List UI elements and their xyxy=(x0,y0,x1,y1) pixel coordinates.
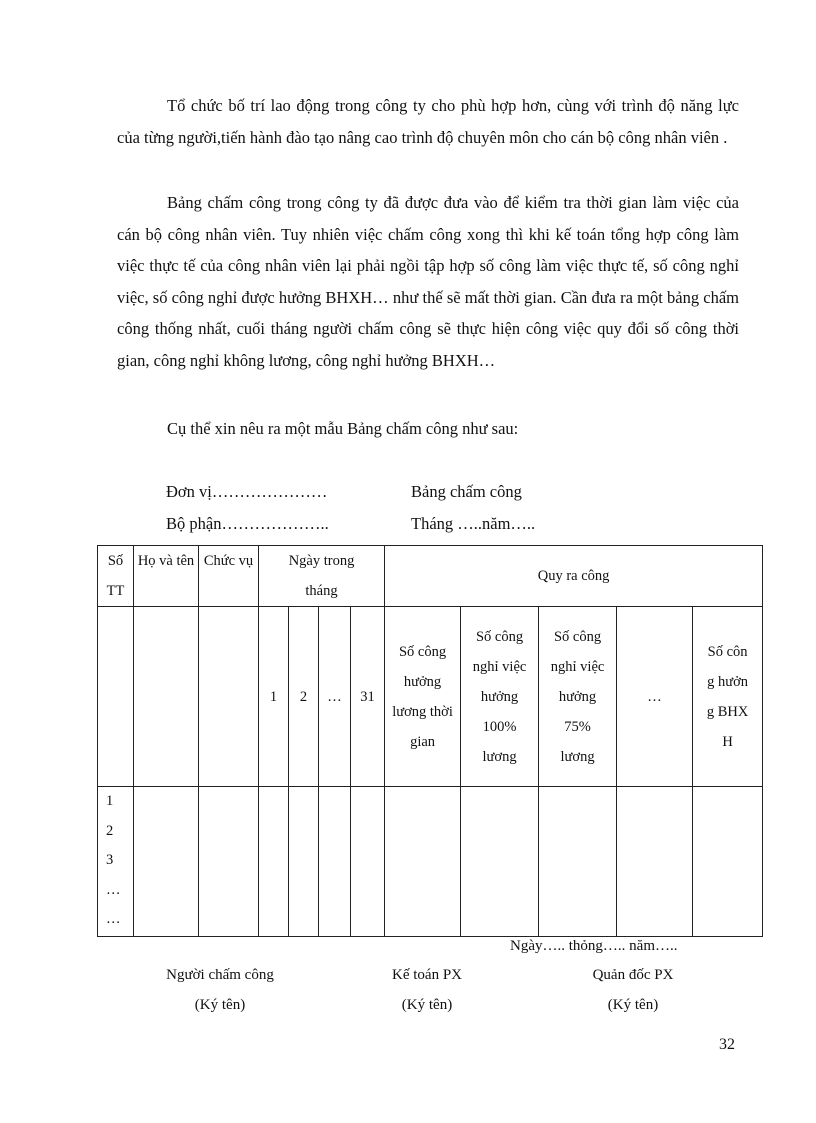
paragraph-2: Bảng chấm công trong công ty đã được đưa vào để kiểm tra thời gian làm việc của cán bộ công nhân viên. Tuy nhiên việc chấm công xong thì khi kế toán tổng hợp công làm việc thực tế của công nhân viên lại phải ngồi tập hợp số công làm việc thực tế, số công nghỉ việc, số công nghỉ được hưởng BHXH… như thế sẽ mất thời gian. Cần đưa ra một bảng chấm công thống nhất, cuối tháng người chấm công sẽ thực hiện công việc quy đổi số công thời gian, công nghỉ không lương, công nghỉ hưởng BHXH… xyxy=(117,193,739,370)
subheader-row xyxy=(98,607,763,787)
signer-1-note: (Ký tên) xyxy=(194,997,246,1013)
form-title: Bảng chấm công xyxy=(411,482,522,501)
col-name-header: Họ và tên xyxy=(134,546,199,607)
empty-cell xyxy=(319,787,351,937)
signer-2-role: Kế toán PX xyxy=(392,967,462,983)
empty-cell xyxy=(693,787,763,937)
signer-3-role: Quản đốc PX xyxy=(592,967,674,983)
row-number: 1 xyxy=(106,793,114,809)
quyra-col-ellipsis: … xyxy=(617,607,693,787)
empty-cell xyxy=(461,787,539,937)
row-numbers xyxy=(98,787,134,937)
month-year-label: Tháng …..năm….. xyxy=(411,514,536,533)
row-number: 2 xyxy=(106,822,114,839)
day-header-ellipsis: … xyxy=(319,607,351,787)
quyra-col-75: Số công nghỉ việc hưởng 75% lương xyxy=(539,607,617,787)
col-position-header: Chức vụ xyxy=(199,546,259,607)
bo-phan-label: Bộ phận……………….. xyxy=(166,514,329,533)
paragraph-3: Cụ thể xin nêu ra một mẫu Bảng chấm công như sau: xyxy=(167,419,519,438)
col-quyra-header: Quy ra công xyxy=(385,546,763,607)
don-vi-label: Đơn vị………………… xyxy=(166,482,328,501)
day-header-1: 1 xyxy=(259,607,289,787)
col-stt-header: Số TT xyxy=(98,546,134,607)
quyra-col-100: Số công nghỉ việc hưởng 100% lương xyxy=(461,607,539,787)
empty-cell xyxy=(617,787,693,937)
data-row xyxy=(98,787,763,937)
empty-cell xyxy=(289,787,319,937)
day-header-2: 2 xyxy=(289,607,319,787)
empty-cell xyxy=(259,787,289,937)
page-number: 32 xyxy=(719,1036,735,1053)
empty-cell xyxy=(134,607,199,787)
empty-cell xyxy=(385,787,461,937)
day-header-31: 31 xyxy=(351,607,385,787)
empty-cell xyxy=(351,787,385,937)
quyra-col-bhxh: Số công hưởng BHXH xyxy=(693,607,763,787)
empty-cell xyxy=(134,787,199,937)
signer-2-note: (Ký tên) xyxy=(401,997,453,1013)
signer-1-role: Người chấm công xyxy=(166,967,274,983)
timesheet-table xyxy=(97,545,763,937)
signer-3-note: (Ký tên) xyxy=(607,997,659,1013)
quyra-col-thoi-gian: Số công hưởng lương thời gian xyxy=(385,607,461,787)
empty-cell xyxy=(98,607,134,787)
row-number: … xyxy=(106,911,121,927)
empty-cell xyxy=(199,787,259,937)
empty-cell xyxy=(539,787,617,937)
row-number: … xyxy=(106,881,121,898)
header-row xyxy=(98,546,763,607)
empty-cell xyxy=(199,607,259,787)
row-number: 3 xyxy=(106,852,114,868)
paragraph-1: Tổ chức bố trí lao động trong công ty cho phù hợp hơn, cùng với trình độ năng lực của từng người,tiến hành đào tạo nâng cao trình độ chuyên môn cho cán bộ công nhân viên . xyxy=(117,96,739,147)
date-line: Ngày….. thỏng….. năm….. xyxy=(510,938,678,954)
col-days-header: Ngày trong tháng xyxy=(259,546,385,607)
